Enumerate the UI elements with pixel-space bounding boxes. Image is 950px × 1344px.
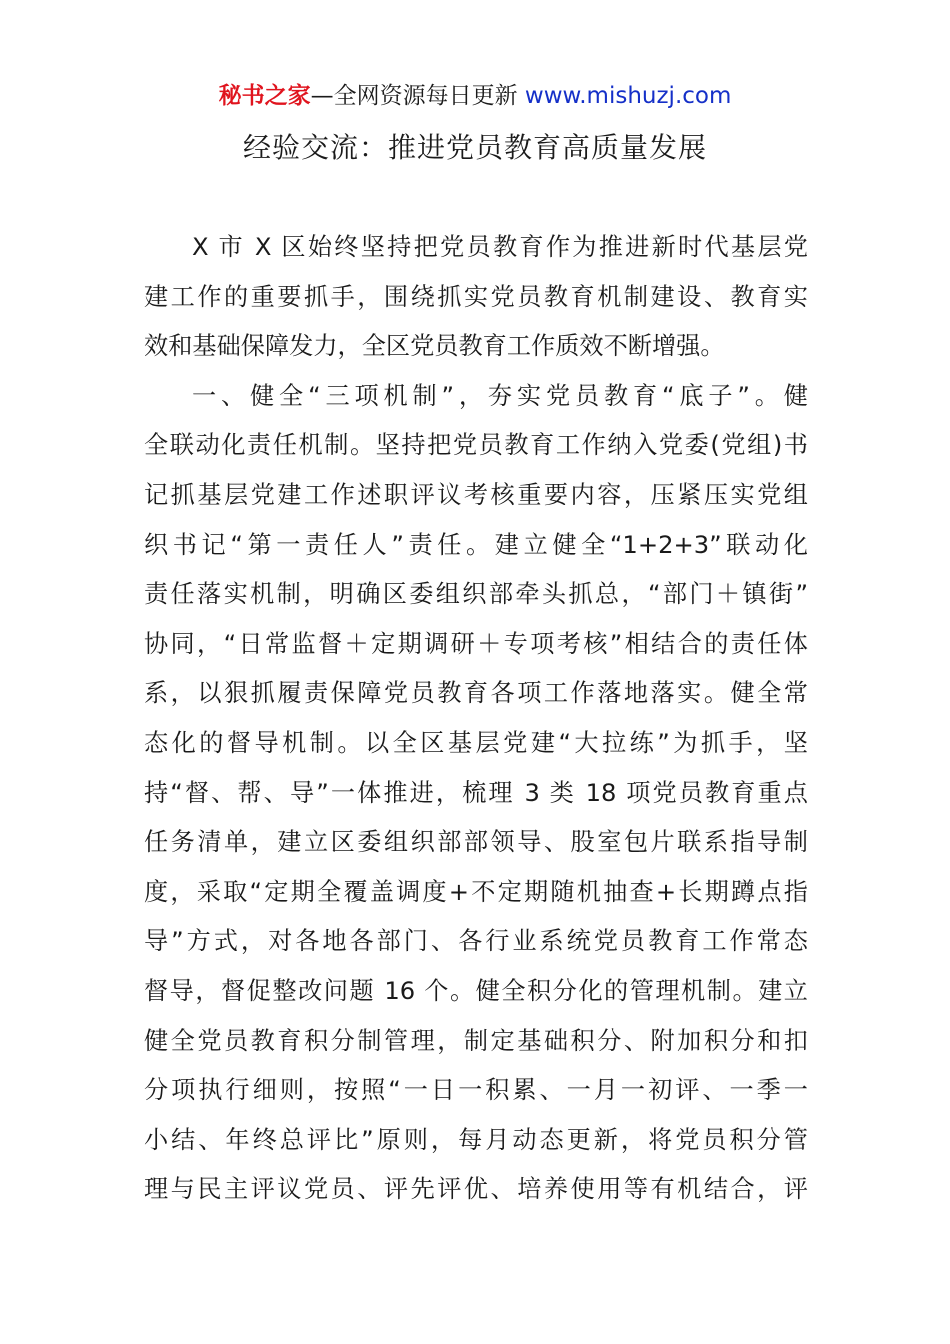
body-line: 一、健全“三项机制”，夯实党员教育“底子”。健: [192, 381, 808, 410]
document-title: 经验交流：推进党员教育高质量发展: [242, 131, 707, 164]
body-line: 持“督、帮、导”一体推进，梳理 3 类 18 项党员教育重点: [144, 778, 808, 807]
body-line: 织书记“第一责任人”责任。建立健全“1+2+3”联动化: [144, 530, 808, 559]
body-line: 健全党员教育积分制管理，制定基础积分、附加积分和扣: [144, 1026, 808, 1055]
site-url-link[interactable]: www.mishuzj.com: [524, 83, 732, 109]
body-line: 效和基础保障发力，全区党员教育工作质效不断增强。: [144, 332, 725, 361]
body-line: 任务清单，建立区委组织部部领导、股室包片联系指导制: [144, 828, 808, 857]
body-line: 全联动化责任机制。坚持把党员教育工作纳入党委(党组)书: [144, 431, 808, 460]
body-line: 责任落实机制，明确区委组织部牵头抓总，“部门＋镇街”: [144, 580, 808, 609]
site-header: [0, 80, 950, 112]
body-line: 记抓基层党建工作述职评议考核重要内容，压紧压实党组: [144, 480, 808, 509]
body-line: 度，采取“定期全覆盖调度+不定期随机抽查+长期蹲点指: [144, 877, 808, 906]
body-line: 导”方式，对各地各部门、各行业系统党员教育工作常态: [144, 927, 808, 956]
body-line: 建工作的重要抓手，围绕抓实党员教育机制建设、教育实: [144, 282, 808, 311]
brand-name: 秘书之家: [218, 83, 311, 109]
body-line: 督导，督促整改问题 16 个。健全积分化的管理机制。建立: [144, 976, 808, 1005]
body-line: 分项执行细则，按照“一日一积累、一月一初评、一季一: [144, 1076, 808, 1105]
body-line: 态化的督导机制。以全区基层党建“大拉练”为抓手，坚: [144, 728, 808, 757]
header-tagline: —全网资源每日更新: [310, 83, 525, 109]
body-line: 系，以狠抓履责保障党员教育各项工作落地落实。健全常: [144, 679, 808, 708]
body-line: 理与民主评议党员、评先评优、培养使用等有机结合，评: [144, 1175, 808, 1204]
document-body: [144, 223, 808, 1215]
body-line: X 市 X 区始终坚持把党员教育作为推进新时代基层党: [192, 233, 808, 261]
body-line: 小结、年终总评比”原则，每月动态更新，将党员积分管: [144, 1125, 808, 1154]
body-line: 协同，“日常监督＋定期调研＋专项考核”相结合的责任体: [144, 629, 808, 658]
